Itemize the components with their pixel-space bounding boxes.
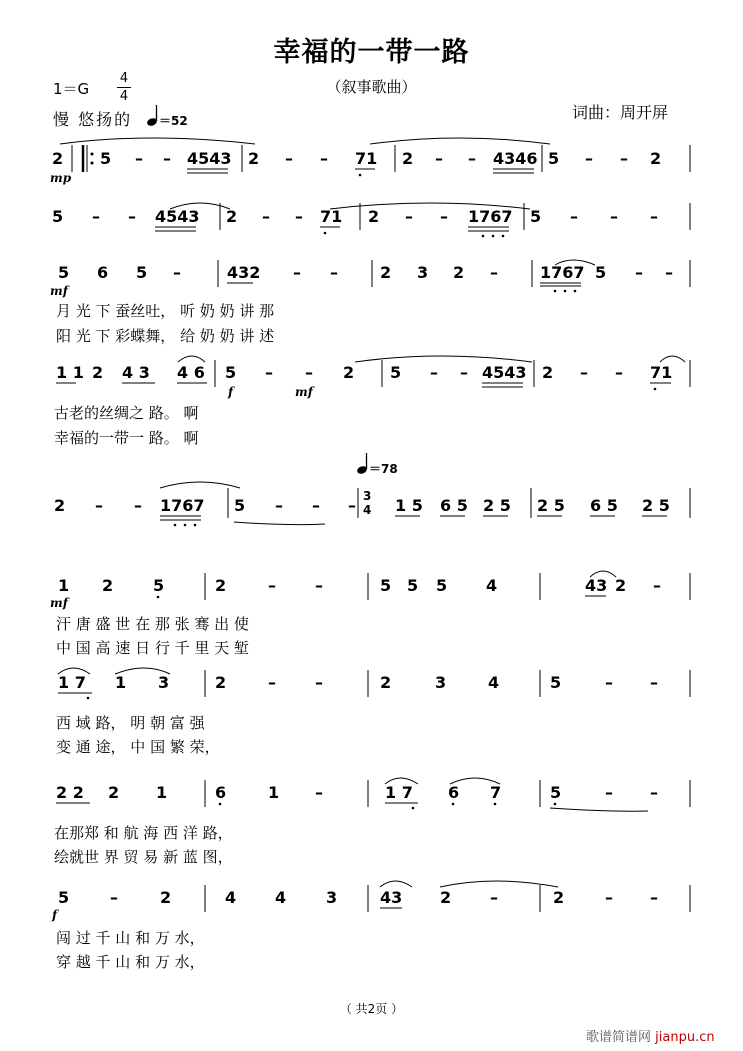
svg-text:–: – bbox=[490, 263, 498, 282]
svg-text:4543: 4543 bbox=[155, 207, 200, 226]
svg-text:2: 2 bbox=[440, 888, 452, 907]
svg-text:5: 5 bbox=[550, 783, 562, 802]
svg-text:2: 2 bbox=[248, 149, 260, 168]
svg-text:4 6: 4 6 bbox=[177, 363, 205, 382]
svg-text:5: 5 bbox=[436, 576, 448, 595]
svg-text:–: – bbox=[134, 496, 142, 515]
svg-text:1: 1 bbox=[115, 673, 127, 692]
svg-text:–: – bbox=[330, 263, 338, 282]
lyrics-line: 古老的丝绸之 路。 啊 bbox=[54, 404, 199, 422]
svg-text:–: – bbox=[92, 207, 100, 226]
svg-text:5: 5 bbox=[225, 363, 237, 382]
svg-text:5: 5 bbox=[595, 263, 607, 282]
svg-text:5: 5 bbox=[100, 149, 112, 168]
tempo-mark-78: ＝78 bbox=[369, 462, 398, 476]
svg-text:5: 5 bbox=[407, 576, 419, 595]
svg-text:–: – bbox=[620, 149, 628, 168]
svg-text:2: 2 bbox=[215, 673, 227, 692]
svg-text:2: 2 bbox=[615, 576, 627, 595]
svg-text:3: 3 bbox=[158, 673, 170, 692]
svg-text:2 2: 2 2 bbox=[56, 783, 84, 802]
svg-text:5: 5 bbox=[136, 263, 148, 282]
svg-text:–: – bbox=[653, 576, 661, 595]
svg-text:4: 4 bbox=[275, 888, 287, 907]
svg-text:2 5: 2 5 bbox=[537, 496, 565, 515]
svg-text:2: 2 bbox=[650, 149, 662, 168]
svg-text:2: 2 bbox=[215, 576, 227, 595]
svg-text:–: – bbox=[405, 207, 413, 226]
svg-text:–: – bbox=[605, 783, 613, 802]
site-watermark bbox=[586, 1026, 715, 1045]
score-row-4 bbox=[50, 350, 695, 450]
svg-text:2: 2 bbox=[54, 496, 66, 515]
svg-text:6: 6 bbox=[97, 263, 109, 282]
svg-text:–: – bbox=[285, 149, 293, 168]
svg-text:5: 5 bbox=[153, 576, 165, 595]
dynamic-mark: mf bbox=[50, 596, 68, 610]
dynamic-mark: mf bbox=[50, 284, 68, 298]
svg-text:5: 5 bbox=[58, 263, 70, 282]
svg-text:–: – bbox=[275, 496, 283, 515]
svg-text:3: 3 bbox=[417, 263, 429, 282]
lyrics-line: 在那郑 和 航 海 西 洋 路， bbox=[54, 824, 233, 842]
lyrics-line: 月 光 下 蚕丝吐， 听 奶 奶 讲 那 bbox=[56, 302, 275, 320]
svg-text:–: – bbox=[315, 783, 323, 802]
svg-text:5: 5 bbox=[380, 576, 392, 595]
time-change-bottom: 4 bbox=[363, 503, 372, 517]
svg-text:4346: 4346 bbox=[493, 149, 538, 168]
svg-text:–: – bbox=[268, 576, 276, 595]
svg-text:–: – bbox=[635, 263, 643, 282]
svg-text:6 5: 6 5 bbox=[590, 496, 618, 515]
lyrics-line: 阳 光 下 彩蝶舞， 给 奶 奶 讲 述 bbox=[56, 327, 275, 345]
dynamic-mark: mf bbox=[295, 385, 313, 399]
watermark-text: 歌谱简谱网 bbox=[586, 1030, 652, 1045]
svg-text:–: – bbox=[348, 496, 356, 515]
svg-text:–: – bbox=[468, 149, 476, 168]
svg-text:2: 2 bbox=[553, 888, 565, 907]
svg-text:4: 4 bbox=[488, 673, 500, 692]
svg-text:–: – bbox=[305, 363, 313, 382]
svg-text:5: 5 bbox=[530, 207, 542, 226]
svg-text:–: – bbox=[650, 783, 658, 802]
svg-text:2: 2 bbox=[542, 363, 554, 382]
svg-text:–: – bbox=[440, 207, 448, 226]
svg-text:2: 2 bbox=[92, 363, 104, 382]
svg-text:6: 6 bbox=[215, 783, 227, 802]
svg-text:4 3: 4 3 bbox=[122, 363, 150, 382]
svg-text:2: 2 bbox=[453, 263, 465, 282]
svg-text:432: 432 bbox=[227, 263, 261, 282]
svg-text:–: – bbox=[605, 673, 613, 692]
time-change-top: 3 bbox=[363, 489, 372, 503]
svg-text:2: 2 bbox=[380, 263, 392, 282]
svg-text:–: – bbox=[665, 263, 673, 282]
svg-text:–: – bbox=[265, 363, 273, 382]
credits: 词曲：周开屏 bbox=[572, 103, 669, 122]
svg-text:–: – bbox=[293, 263, 301, 282]
svg-text:–: – bbox=[580, 363, 588, 382]
dynamic-mark: mp bbox=[50, 171, 72, 185]
tempo-mark-52: ＝52 bbox=[159, 114, 188, 128]
svg-text:–: – bbox=[320, 149, 328, 168]
svg-text:1767: 1767 bbox=[468, 207, 513, 226]
svg-text:1 7: 1 7 bbox=[58, 673, 86, 692]
svg-text:–: – bbox=[173, 263, 181, 282]
svg-text:–: – bbox=[163, 149, 171, 168]
svg-text:2: 2 bbox=[226, 207, 238, 226]
svg-text:2: 2 bbox=[368, 207, 380, 226]
lyrics-line: 变 通 途， 中 国 繁 荣， bbox=[56, 738, 220, 756]
svg-text:–: – bbox=[262, 207, 270, 226]
page-count: （ 共2页 ） bbox=[339, 1002, 404, 1016]
svg-text:–: – bbox=[615, 363, 623, 382]
svg-text:1: 1 bbox=[268, 783, 280, 802]
score-row-6 bbox=[50, 565, 695, 660]
svg-text:–: – bbox=[128, 207, 136, 226]
svg-text:1: 1 bbox=[58, 576, 70, 595]
svg-text:2 5: 2 5 bbox=[642, 496, 670, 515]
svg-text:3: 3 bbox=[326, 888, 338, 907]
score-row-1 bbox=[50, 130, 695, 190]
time-signature-divider bbox=[117, 87, 131, 88]
lyrics-line: 西 域 路， 明 朝 富 强 bbox=[56, 714, 205, 732]
svg-text:2: 2 bbox=[160, 888, 172, 907]
score-row-2 bbox=[50, 195, 695, 245]
svg-text:–: – bbox=[430, 363, 438, 382]
score-row-5 bbox=[50, 478, 695, 538]
quarter-note-icon bbox=[356, 452, 406, 476]
svg-text:–: – bbox=[312, 496, 320, 515]
time-signature-top: 4 bbox=[119, 71, 129, 86]
dynamic-mark: f bbox=[228, 385, 234, 399]
quarter-note-icon bbox=[146, 104, 196, 128]
svg-text:–: – bbox=[295, 207, 303, 226]
svg-text:–: – bbox=[460, 363, 468, 382]
svg-text:–: – bbox=[315, 576, 323, 595]
svg-text:–: – bbox=[95, 496, 103, 515]
tempo-text: 慢 悠扬的 bbox=[53, 110, 133, 129]
score-row-3 bbox=[50, 255, 695, 345]
svg-text:43: 43 bbox=[380, 888, 403, 907]
lyrics-line: 幸福的一带一 路。 啊 bbox=[54, 429, 199, 447]
svg-text:–: – bbox=[570, 207, 578, 226]
svg-text:1767: 1767 bbox=[160, 496, 205, 515]
watermark-url: jianpu.cn bbox=[655, 1030, 715, 1045]
lyrics-line: 绘就世 界 贸 易 新 蓝 图， bbox=[54, 848, 233, 866]
lyrics-line: 穿 越 千 山 和 万 水， bbox=[56, 953, 205, 971]
dynamic-mark: f bbox=[52, 908, 58, 922]
svg-text:3: 3 bbox=[435, 673, 447, 692]
time-signature-bottom: 4 bbox=[119, 89, 129, 104]
lyrics-line: 汗 唐 盛 世 在 那 张 骞 出 使 bbox=[56, 615, 249, 633]
svg-text:5: 5 bbox=[550, 673, 562, 692]
svg-text:–: – bbox=[610, 207, 618, 226]
score-row-8 bbox=[50, 772, 695, 872]
svg-text:4543: 4543 bbox=[482, 363, 527, 382]
svg-text:–: – bbox=[605, 888, 613, 907]
key-signature: 1＝G bbox=[53, 80, 90, 98]
svg-text:6: 6 bbox=[448, 783, 460, 802]
svg-text:1: 1 bbox=[156, 783, 168, 802]
svg-text:43: 43 bbox=[585, 576, 608, 595]
svg-text:–: – bbox=[435, 149, 443, 168]
svg-text:5: 5 bbox=[52, 207, 64, 226]
svg-text:–: – bbox=[650, 207, 658, 226]
svg-text:71: 71 bbox=[650, 363, 673, 382]
svg-text:5: 5 bbox=[548, 149, 560, 168]
svg-text:2: 2 bbox=[402, 149, 414, 168]
note: 2 bbox=[52, 149, 64, 168]
svg-text:5: 5 bbox=[58, 888, 70, 907]
lyrics-line: 闯 过 千 山 和 万 水， bbox=[56, 929, 205, 947]
svg-text:2: 2 bbox=[343, 363, 355, 382]
svg-text:7: 7 bbox=[490, 783, 502, 802]
svg-text:2: 2 bbox=[102, 576, 114, 595]
svg-text:71: 71 bbox=[320, 207, 343, 226]
score-row-9 bbox=[50, 875, 695, 975]
svg-text:–: – bbox=[650, 673, 658, 692]
svg-text:4: 4 bbox=[225, 888, 237, 907]
svg-text:2: 2 bbox=[380, 673, 392, 692]
svg-text:4: 4 bbox=[486, 576, 498, 595]
svg-text:5: 5 bbox=[390, 363, 402, 382]
song-subtitle: （叙事歌曲） bbox=[326, 78, 417, 96]
song-title: 幸福的一带一路 bbox=[273, 37, 470, 68]
svg-text:–: – bbox=[490, 888, 498, 907]
svg-text:–: – bbox=[585, 149, 593, 168]
svg-text:–: – bbox=[268, 673, 276, 692]
svg-text:1767: 1767 bbox=[540, 263, 585, 282]
svg-text:4543: 4543 bbox=[187, 149, 232, 168]
svg-text:–: – bbox=[650, 888, 658, 907]
svg-text:6 5: 6 5 bbox=[440, 496, 468, 515]
svg-text:1 1: 1 1 bbox=[56, 363, 84, 382]
svg-text:2: 2 bbox=[108, 783, 120, 802]
svg-text:1 7: 1 7 bbox=[385, 783, 413, 802]
svg-text:5: 5 bbox=[234, 496, 246, 515]
svg-text:1 5: 1 5 bbox=[395, 496, 423, 515]
svg-text:–: – bbox=[110, 888, 118, 907]
svg-text:–: – bbox=[315, 673, 323, 692]
time-signature bbox=[117, 71, 131, 104]
svg-text:71: 71 bbox=[355, 149, 378, 168]
svg-text:–: – bbox=[135, 149, 143, 168]
svg-text:2 5: 2 5 bbox=[483, 496, 511, 515]
score-row-7 bbox=[50, 662, 695, 762]
lyrics-line: 中 国 高 速 日 行 千 里 天 堑 bbox=[56, 639, 249, 657]
